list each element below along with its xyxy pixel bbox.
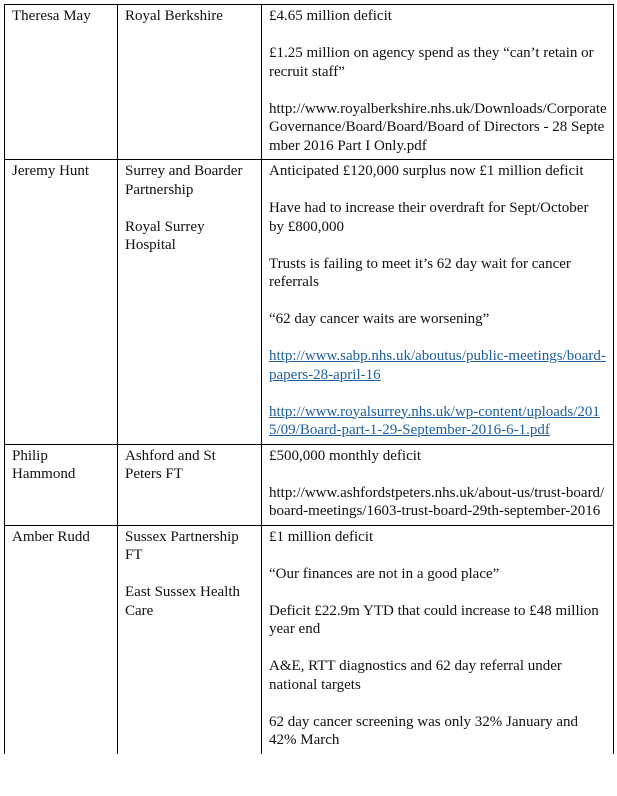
detail-text: Deficit £22.9m YTD that could increase to £48 million year end <box>269 602 599 637</box>
details-cell <box>262 525 614 754</box>
detail-text: “Our finances are not in a good place” <box>269 565 500 582</box>
detail-text: Anticipated £120,000 surplus now £1 million deficit <box>269 163 584 179</box>
mp-name-cell: Amber Rudd <box>5 525 118 754</box>
trust-name: Royal Surrey Hospital <box>125 218 205 253</box>
trust-cell <box>118 525 262 754</box>
source-link[interactable]: http://www.sabp.nhs.uk/aboutus/public-meetings/board-papers-28-april-16 <box>269 348 606 383</box>
detail-text: “62 day cancer waits are worsening” <box>269 311 490 327</box>
detail-text: A&E, RTT diagnostics and 62 day referral under national targets <box>269 658 562 693</box>
detail-text: Have had to increase their overdraft for Sept/October by £800,000 <box>269 200 589 235</box>
source-link[interactable]: http://www.royalsurrey.nhs.uk/wp-content/uploads/2015/09/Board-part-1-29-September-2016-6-1.pdf <box>269 403 600 438</box>
source-url-text: http://www.ashfordstpeters.nhs.uk/about-us/trust-board/board-meetings/1603-trust-board-29th-september-2016 <box>269 484 605 519</box>
detail-text: £1.25 million on agency spend as they “can’t retain or recruit staff” <box>269 45 594 80</box>
trust-name: Royal Berkshire <box>125 8 223 24</box>
trust-cell <box>118 160 262 445</box>
detail-text: £1 million deficit <box>269 528 374 545</box>
trust-name: East Sussex Health Care <box>125 584 240 619</box>
detail-text: £4.65 million deficit <box>269 8 392 24</box>
detail-text: 62 day cancer screening was only 32% January and 42% March <box>269 713 579 748</box>
source-url-text: http://www.royalberkshire.nhs.uk/Downloads/Corporate Governance/Board/Board/Board of Directors - 28 September 2016 Part I Only.pdf <box>269 100 607 154</box>
trust-cell <box>118 5 262 160</box>
details-cell <box>262 5 614 160</box>
trust-name: Ashford and St Peters FT <box>125 447 216 482</box>
trust-name: Sussex Partnership FT <box>125 528 239 563</box>
details-cell <box>262 160 614 445</box>
trust-cell <box>118 444 262 525</box>
details-cell <box>262 444 614 525</box>
mp-trust-finances-table <box>4 4 614 754</box>
detail-text: £500,000 monthly deficit <box>269 447 422 464</box>
table-row <box>5 444 614 525</box>
table-row <box>5 5 614 160</box>
table-row <box>5 525 614 754</box>
mp-name-cell: Jeremy Hunt <box>5 160 118 445</box>
trust-name: Surrey and Boarder Partnership <box>125 163 243 198</box>
mp-name-cell: Philip Hammond <box>5 444 118 525</box>
table-row <box>5 160 614 445</box>
mp-name-cell: Theresa May <box>5 5 118 160</box>
detail-text: Trusts is failing to meet it’s 62 day wait for cancer referrals <box>269 255 571 290</box>
